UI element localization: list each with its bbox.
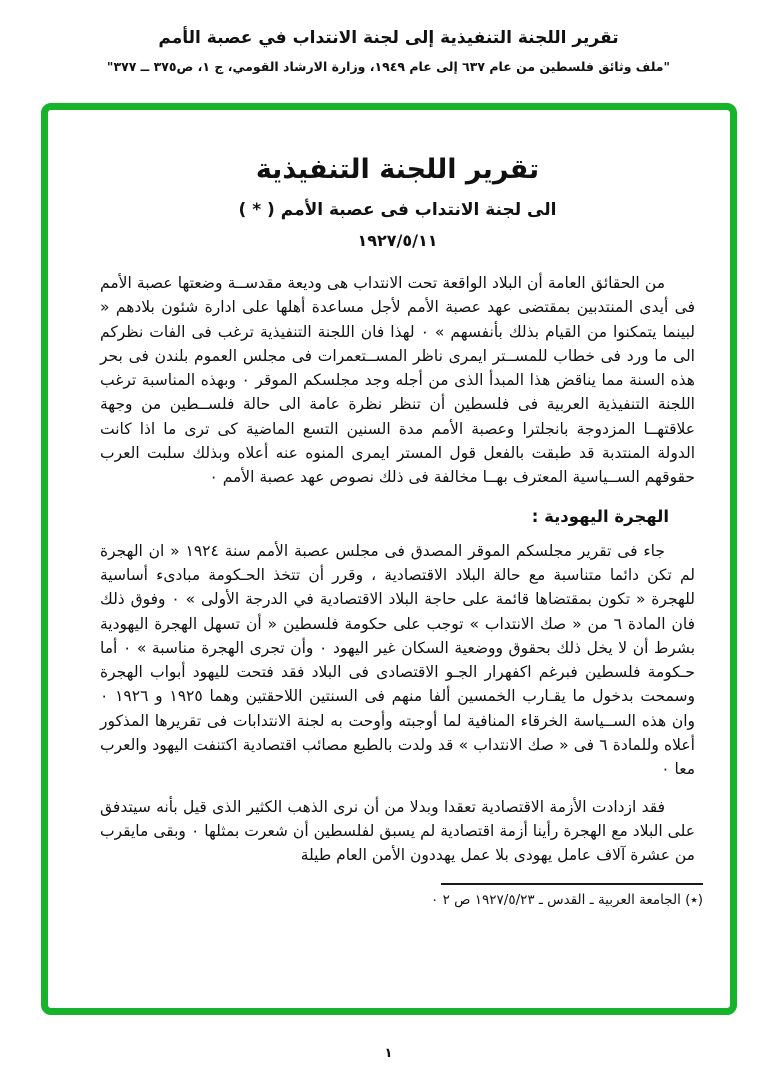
- page-number: ١: [384, 1046, 393, 1061]
- scan-header: [0, 28, 777, 74]
- document-title: تقرير اللجنة التنفيذية: [255, 154, 540, 185]
- source-header-title: تقرير اللجنة التنفيذية إلى لجنة الانتداب في عصبة الأمم: [158, 28, 619, 48]
- document-subtitle: الى لجنة الانتداب فى عصبة الأمم ( * ): [238, 200, 557, 220]
- section-paragraph-2: فقد ازدادت الأزمة الاقتصادية تعقدا وبدلا من أن نرى الذهب الكثير الذى قيل بأنه سيتدفق على البلاد مع الهجرة رأينا أزمة اقتصادية لم يسبق لفلسطين أن شعرت بمثلها ٠ وبقى مايقرب من عشرة آلاف عامل يهودى بلا عمل يهددون الأمن العام طيلة: [100, 797, 695, 865]
- document-frame: [41, 103, 737, 1015]
- document-date: ١٩٢٧/٥/١١: [357, 231, 438, 250]
- source-citation-line: "ملف وثائق فلسطين من عام ٦٣٧ إلى عام ١٩٤٩، وزارة الارشاد القومي، ج ١، ص٣٧٥ ــ ٣٧٧": [106, 59, 671, 74]
- section-heading-text: الهجرة اليهودية :: [531, 506, 669, 526]
- section-heading-jewish-immigration: [100, 507, 695, 526]
- footnote-divider: [441, 883, 703, 885]
- footnote-citation: (٭) الجامعة العربية ـ القدس ـ ١٩٢٧/٥/٢٣ ص ٢ ٠: [431, 891, 703, 908]
- section-paragraph-1: جاء فى تقرير مجلسكم الموقر المصدق فى مجلس عصبة الأمم سنة ١٩٢٤ « ان الهجرة لم تكن دائما متناسبة مع حالة البلاد الاقتصادية ، وقرر أن تتخذ الحـكومة مبادىء أساسية للهجرة « تكون بمقتضاها قائمة على حاجة البلاد الاقتصادية في الدرجة الأولى » ٠ وفوق ذلك فان المادة ٦ من « صك الانتداب » توجب على حكومة فلسطين « أن تسهل الهجرة اليهودية بشرط أن لا يخل ذلك بحقوق ووضعية السكان غير اليهود ٠ وأن تجرى الهجرة مناسبة » ٠ أما حـكومة فلسطين فبرغم اكفهرار الجـو الاقتصادى فى البلاد فقد فتحت لليهود أبواب الهجرة وسمحت بدخول ما يقـارب الخمسين ألفا منهم فى السنتين اللاحقتين وهما ١٩٢٥ و ١٩٢٦ ٠ وان هذه الســياسة الخرقاء المنافية لما أوجبته وأوحت به لجنة الانتدابات فى تقريرها المذكور أعلاه وللمادة ٦ فى « صك الانتداب » قد ولدت بالطبع مصائب اقتصادية اكتنفت اليهود والعرب معا ٠: [100, 541, 696, 779]
- document-page: [48, 110, 730, 908]
- intro-paragraph: من الحقائق العامة أن البلاد الواقعة تحت الانتداب هى وديعة مقدســة وضعتها عصبة الأمم فى أيدى المنتدبين بمقتضى عهد عصبة الأمم لأجل مساعدة أهلها على ادارة شئون بلادهم « لبينما يتمكنوا من القيام بذلك بأنفسهم » ٠ لهذا فان اللجنة التنفيذية ترغب فى الفات نظركم الى ما ورد فى خطاب للمســتر ايمرى ناظر المســتعمرات فى مجلس العموم بلندن فى بحر هذه السنة مما يناقض هذا المبدأ الذى من أجله وجد مجلسكم الموقر ٠ وبهذه المناسبة ترغب اللجنة التنفيذية العربية فى فلسطين أن تنظر نظرة عامة الى حالة فلســطين من وجهة علاقتهــا المزدوجة بانجلترا وعصبة الأمم مدة السنين التسع الماضية كى ترى ما اذا كانت الدولة المنتدبة قد طبقت بالفعل قول المستر ايمرى المنوه عنه أعلاه وبذلك سلبت العرب حقوقهم الســياسية المعترف بهــا مخالفة فى ذلك نصوص عهد عصبة الأمم ٠: [100, 274, 695, 487]
